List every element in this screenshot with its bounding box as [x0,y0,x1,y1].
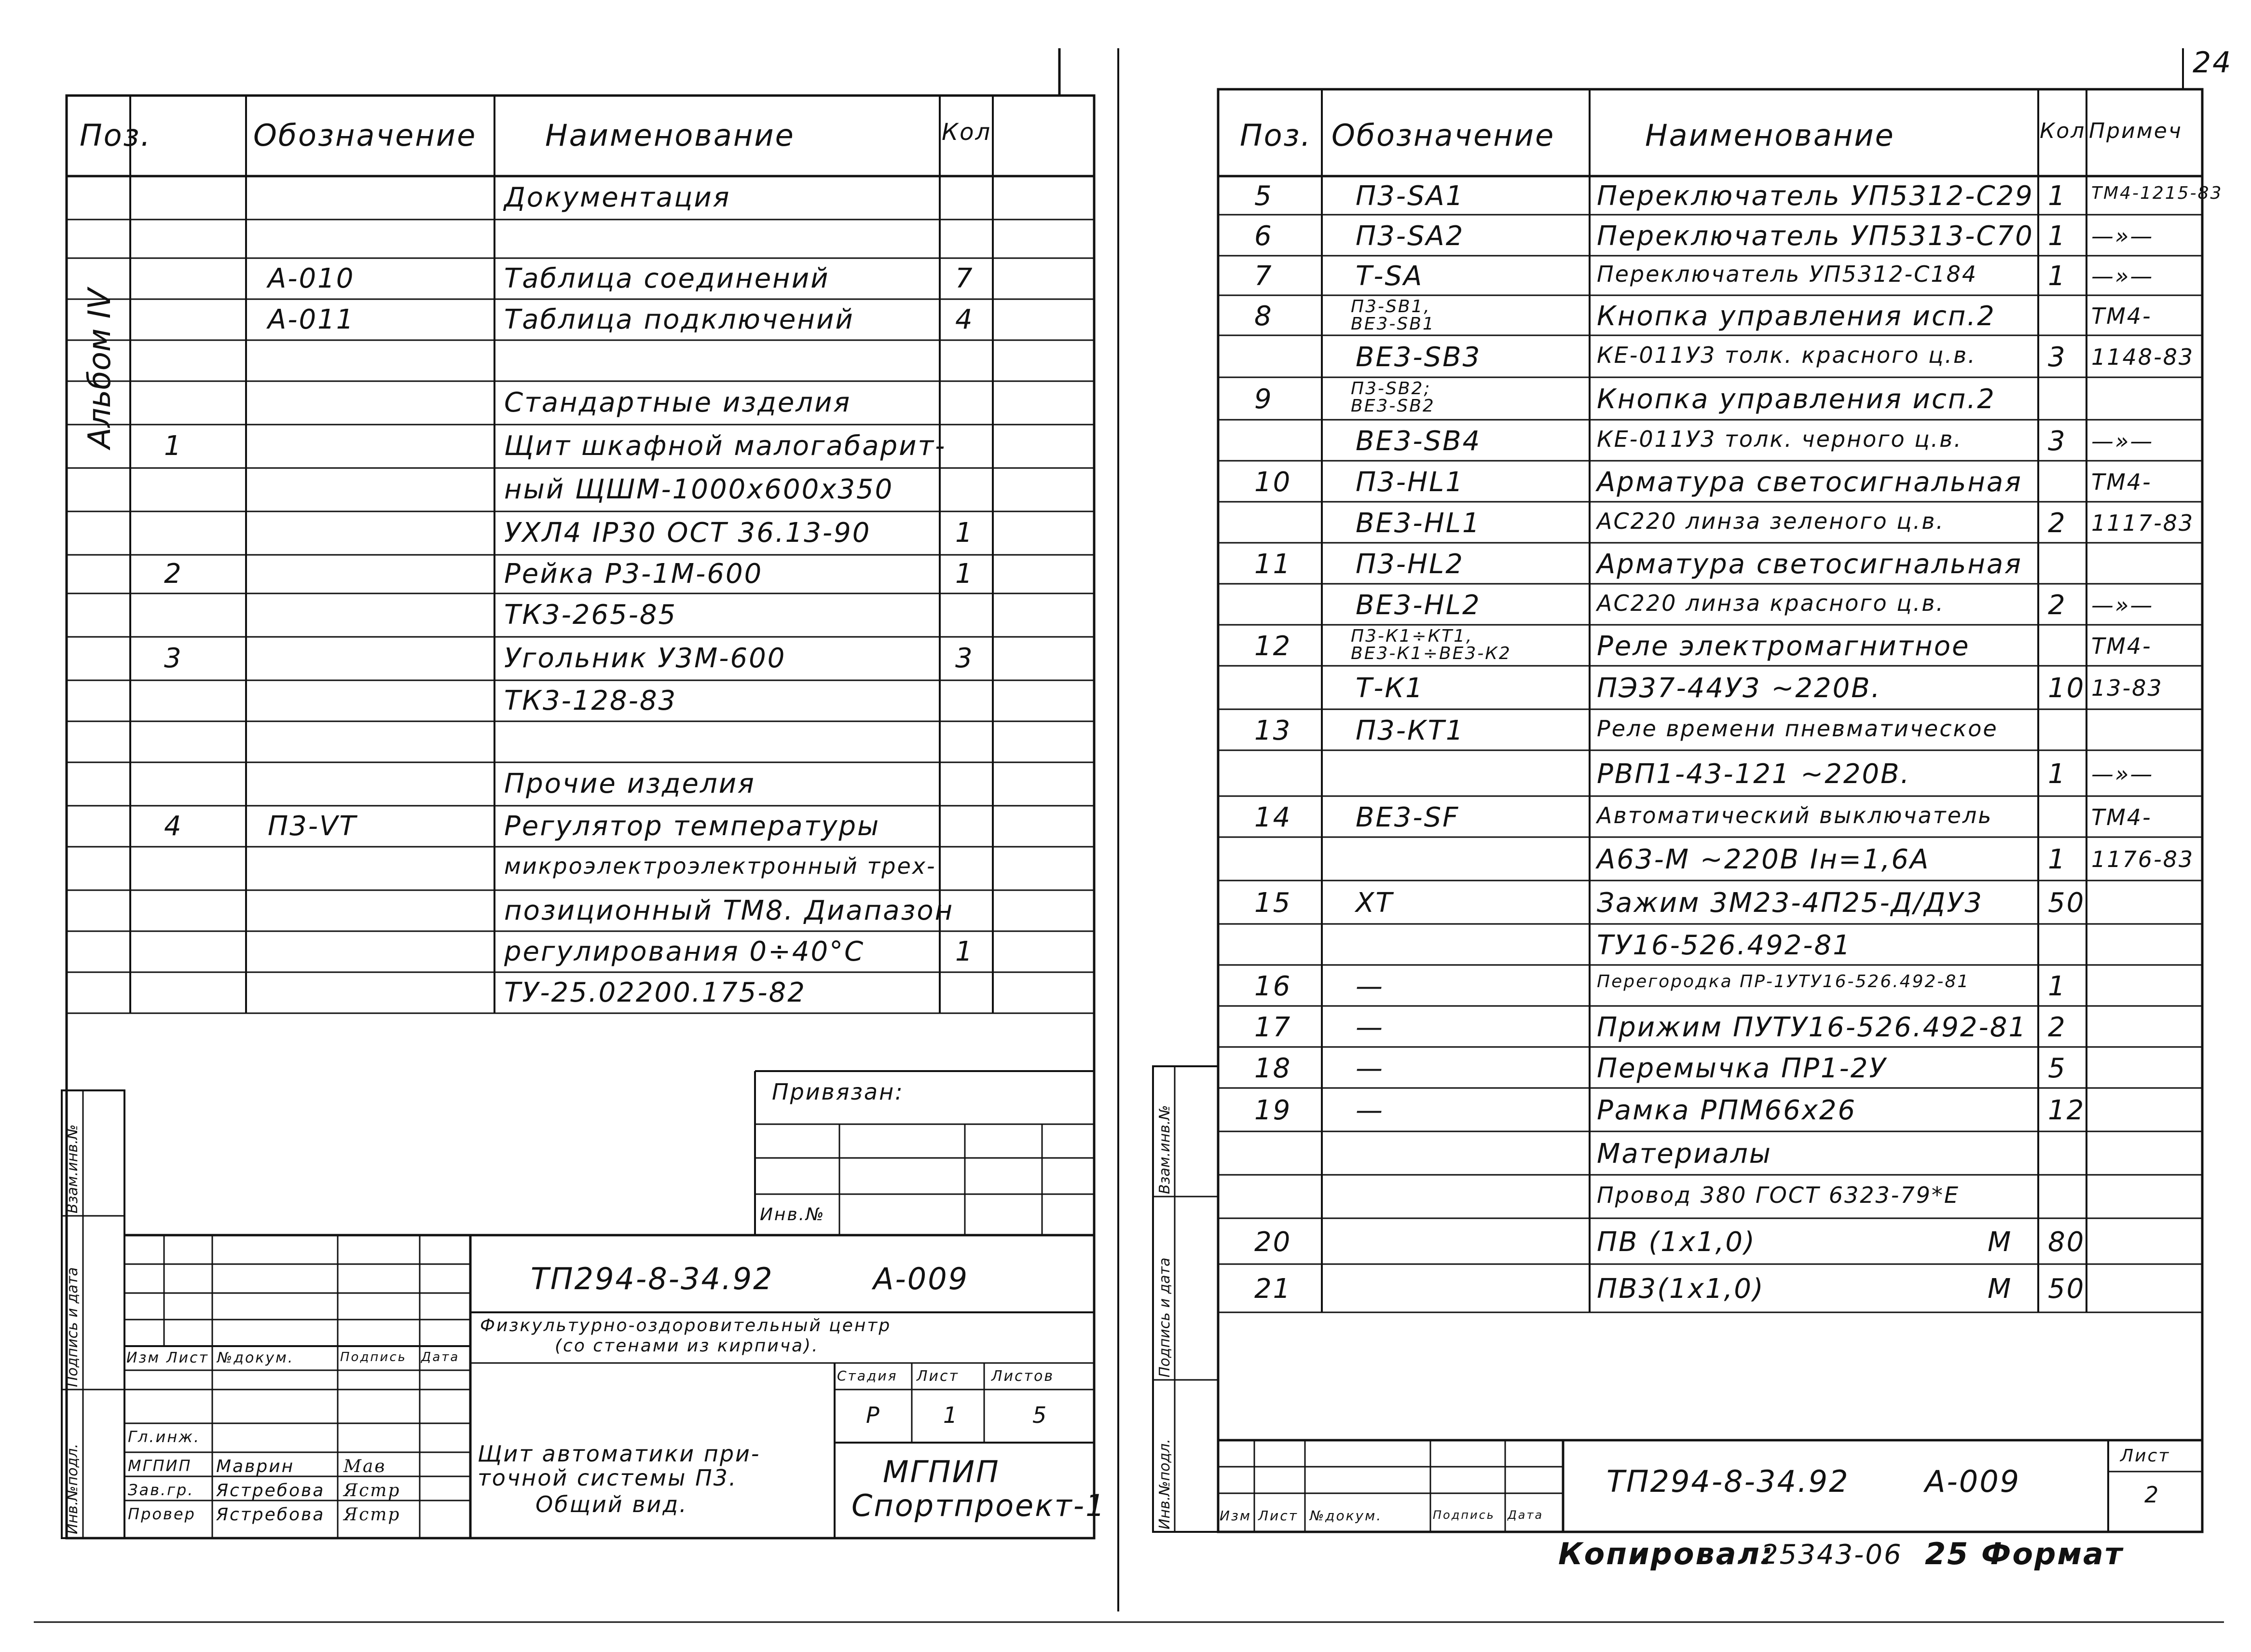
row-name: Материалы [1597,1138,1772,1170]
row-designation: А-010 [268,262,355,294]
row-name: Рамка РПМ66х26 [1597,1095,1857,1126]
row-note: ТМ4- [2091,303,2152,329]
row-name: РВП1-43-121 ~220В. [1597,758,1911,790]
copied-number: 25343-06 [1761,1539,1903,1570]
row-name: Кнопка управления исп.2 [1597,384,1996,415]
row-designation: — [1356,1052,1384,1084]
row-name: Переключатель УП5312-С29 [1597,180,2034,212]
org-name-1: МГПИП [883,1454,1000,1489]
row-qty: 1 [955,517,974,549]
object-title-2: (со стенами из кирпича). [555,1336,819,1356]
row-pos: 20 [1254,1226,1292,1258]
row-qty: 3 [2048,425,2067,457]
row-note: 1148-83 [2091,344,2195,370]
row-name: АС220 линза зеленого ц.в. [1597,508,1945,534]
row-designation: ХТ [1356,887,1394,919]
row-designation: П3-SB1, [1351,297,1431,317]
row-name: КЕ-011У3 толк. красного ц.в. [1597,342,1976,368]
r-header-qty: Кол [2040,119,2086,143]
r-col-date: Дата [1508,1508,1544,1522]
stage-value: Р [866,1402,881,1428]
role-label: Провер [128,1505,196,1523]
row-name: Щит шкафной малогабарит- [504,430,947,462]
row-name: Регулятор температуры [504,810,880,842]
row-qty: 5 [2048,1052,2067,1084]
row-designation: ВЕ3-SB4 [1356,425,1482,457]
row-qty: 1 [955,558,974,590]
row-name: Реле времени пневматическое [1597,715,1998,742]
row-note: ТМ4-1215-83 [2091,183,2223,203]
row-qty: 10 [2048,673,2086,704]
row-pos: 9 [1254,384,1273,415]
row-pos: 3 [164,643,183,674]
side-label-signature: Подпись и дата [64,1267,81,1387]
row-designation: П3-К1÷КТ1, [1351,626,1473,646]
row-name: Прочие изделия [504,768,755,799]
row-name: позиционный ТМ8. Диапазон [504,895,954,926]
object-title-1: Физкультурно-оздоровительный центр [480,1316,892,1335]
org-name-2: Спортпроект-1 [851,1488,1106,1523]
row-note: 1117-83 [2091,509,2195,536]
sheet-value: 1 [943,1402,959,1428]
copied-label: Копировал: [1558,1536,1774,1571]
r-sheet-value: 2 [2144,1482,2160,1508]
row-name: Переключатель УП5312-С184 [1597,261,1978,287]
row-pos: 19 [1254,1095,1292,1126]
row-name: Перегородка ПР-1УТУ16-526.492-81 [1597,971,1970,991]
r-stamp-code: ТП294-8-34.92 [1606,1464,1850,1499]
row-qty: 1 [2048,970,2067,1002]
row-name: ПВ3(1х1,0) [1597,1273,1765,1305]
r-col-izm: Изм [1220,1508,1251,1524]
r-sheet-label: Лист [2120,1446,2170,1466]
row-designation-2: ВЕ3-SB2 [1351,396,1435,416]
row-name: А63-М ~220В Iн=1,6А [1597,844,1930,875]
row-designation: ВЕ3-SF [1356,801,1460,833]
row-qty: 2 [2048,1011,2067,1043]
row-note: —»— [2091,592,2154,618]
drawing-title-3: Общий вид. [535,1491,688,1517]
role-label: Зав.гр. [128,1481,194,1499]
row-name: Перемычка ПР1-2У [1597,1052,1887,1084]
row-designation: П3-SB2; [1351,379,1431,399]
r-header-note: Примеч [2089,119,2182,143]
row-designation-2: ВЕ3-К1÷ВЕ3-К2 [1351,644,1511,663]
row-name: Зажим 3М23-4П25-Д/ДУ3 [1597,887,1983,919]
row-name: Стандартные изделия [504,387,851,418]
row-name: Реле электромагнитное [1597,630,1970,662]
row-qty: 50 [2048,887,2086,919]
sheet-label: Лист [917,1368,960,1385]
row-designation: Т-SA [1356,261,1424,292]
header-designation: Обозначение [253,118,477,153]
row-name: Угольник У3М-600 [504,643,786,674]
role-name: Ястребова [216,1481,325,1501]
row-designation: ВЕ3-SB3 [1356,341,1482,373]
row-designation: П3-SA1 [1356,180,1465,212]
row-designation: ВЕ3-HL2 [1356,589,1481,621]
stamp-code: ТП294-8-34.92 [531,1261,774,1296]
role-signature: Ястр [343,1505,401,1525]
row-pos: 12 [1254,630,1292,662]
r-header-pos: Поз. [1240,118,1312,153]
role-name: Ястребова [216,1505,325,1525]
row-name: УХЛ4 IP30 ОСТ 36.13-90 [504,517,871,549]
role-label: Гл.инж. [128,1428,201,1446]
row-pos: 18 [1254,1052,1292,1084]
row-designation: — [1356,1095,1384,1126]
album-label: Альбом IV [82,288,118,449]
header-pos: Поз. [80,118,152,153]
row-note: —»— [2091,760,2154,787]
row-designation: — [1356,1011,1384,1043]
row-pos: 5 [1254,180,1273,212]
row-name: ПЭ37-44У3 ~220В. [1597,673,1881,704]
row-designation: П3-SA2 [1356,220,1465,252]
row-note: —»— [2091,427,2154,454]
row-pos: 2 [164,558,183,590]
row-name: Прижим ПУТУ16-526.492-81 [1597,1011,2028,1043]
row-name: регулирования 0÷40°С [504,936,865,967]
header-name: Наименование [545,118,795,153]
r-side-label-replace: Взам.инв.№ [1156,1105,1173,1194]
row-unit: М [1988,1226,2013,1258]
row-designation: — [1356,970,1384,1002]
row-note: ТМ4- [2091,804,2152,830]
attached-label: Привязан: [772,1079,904,1105]
col-list: Лист [166,1349,209,1366]
row-qty: 1 [955,936,974,967]
row-pos: 13 [1254,715,1292,746]
role-label: МГПИП [128,1457,192,1475]
row-qty: 80 [2048,1226,2086,1258]
r-col-sign: Подпись [1433,1508,1495,1522]
row-pos: 21 [1254,1273,1292,1305]
row-note: ТМ4- [2091,468,2152,495]
stage-label: Стадия [837,1368,898,1384]
row-designation: ВЕ3-HL1 [1356,507,1481,539]
col-docnum: №докум. [217,1349,294,1366]
row-qty: 1 [2048,180,2067,212]
row-qty: 50 [2048,1273,2086,1305]
header-qty: Кол [942,119,992,146]
row-qty: 3 [2048,341,2067,373]
row-name: микроэлектроэлектронный трех- [504,853,936,879]
drawing-title-1: Щит автоматики при- [478,1441,761,1467]
row-qty: 2 [2048,589,2067,621]
r-header-designation: Обозначение [1331,118,1555,153]
r-side-label-signature: Подпись и дата [1156,1257,1173,1377]
row-pos: 1 [164,430,183,462]
row-pos: 16 [1254,970,1292,1002]
row-qty: 1 [2048,261,2067,292]
row-pos: 10 [1254,466,1292,498]
row-qty: 1 [2048,220,2067,252]
row-name: ТК3-128-83 [504,685,677,716]
row-name: Арматура светосигнальная [1597,548,2022,580]
row-name: Таблица соединений [504,262,830,294]
row-qty: 7 [955,262,974,294]
col-izm: Изм [126,1349,161,1366]
row-designation: П3-HL2 [1356,548,1464,580]
r-header-name: Наименование [1645,118,1895,153]
row-qty: 4 [955,303,974,335]
row-designation: П3-КТ1 [1356,715,1465,746]
row-pos: 4 [164,810,183,842]
row-name: Провод 380 ГОСТ 6323-79*Е [1597,1182,1960,1208]
row-pos: 6 [1254,220,1273,252]
row-note: 1176-83 [2091,846,2195,872]
side-label-inv: Инв.№подл. [64,1444,81,1534]
row-qty: 1 [2048,758,2067,790]
row-name: Кнопка управления исп.2 [1597,300,1996,332]
side-label-replace: Взам.инв.№ [64,1124,81,1213]
r-col-list: Лист [1258,1508,1298,1524]
col-sign: Подпись [340,1350,407,1364]
stamp-sheet-code: А-009 [873,1261,969,1296]
row-designation-2: ВЕ3-SB1 [1351,314,1435,334]
sheets-label: Листов [991,1368,1055,1385]
row-note: —»— [2091,263,2154,289]
row-pos: 11 [1254,548,1292,580]
row-qty: 2 [2048,507,2067,539]
row-name: АС220 линза красного ц.в. [1597,590,1945,616]
role-signature: Ястр [343,1481,401,1501]
row-name: Автоматический выключатель [1597,802,1993,828]
row-pos: 7 [1254,261,1273,292]
row-name: ПВ (1х1,0) [1597,1226,1756,1258]
row-qty: 3 [955,643,974,674]
r-col-docnum: №докум. [1310,1508,1383,1524]
row-designation: П3-HL1 [1356,466,1464,498]
row-qty: 1 [2048,844,2067,875]
r-side-label-inv: Инв.№подл. [1156,1439,1173,1529]
row-name: ТУ-25.02200.175-82 [504,977,806,1008]
row-qty: 12 [2048,1095,2086,1126]
role-name: Маврин [216,1457,295,1476]
role-signature: Мав [343,1457,386,1476]
row-name: КЕ-011У3 толк. черного ц.в. [1597,426,1963,452]
inv-no-label: Инв.№ [760,1205,825,1225]
row-name: ный ЩШМ-1000х600х350 [504,474,894,505]
row-unit: М [1988,1273,2013,1305]
row-name: Рейка Р3-1М-600 [504,558,763,590]
row-name: Арматура светосигнальная [1597,466,2022,498]
format-label: 25 Формат [1925,1536,2124,1571]
row-note: ТМ4- [2091,633,2152,659]
row-pos: 14 [1254,801,1292,833]
row-designation: П3-VT [268,810,357,842]
row-pos: 15 [1254,887,1292,919]
row-pos: 17 [1254,1011,1292,1043]
page-number: 24 [2193,46,2233,80]
row-name: Таблица подключений [504,303,854,335]
sheets-value: 5 [1032,1402,1048,1428]
row-name: ТК3-265-85 [504,599,677,631]
row-designation: А-011 [268,303,355,335]
col-date: Дата [421,1350,460,1364]
row-pos: 8 [1254,300,1273,332]
row-name: Документация [504,182,731,213]
row-name: ТУ16-526.492-81 [1597,929,1852,961]
row-note: —»— [2091,222,2154,249]
row-note: 13-83 [2091,675,2163,701]
row-name: Переключатель УП5313-С70 [1597,220,2034,252]
r-stamp-sheet-code: А-009 [1925,1464,2021,1499]
row-designation: Т-К1 [1356,673,1424,704]
drawing-title-2: точной системы П3. [478,1465,738,1491]
